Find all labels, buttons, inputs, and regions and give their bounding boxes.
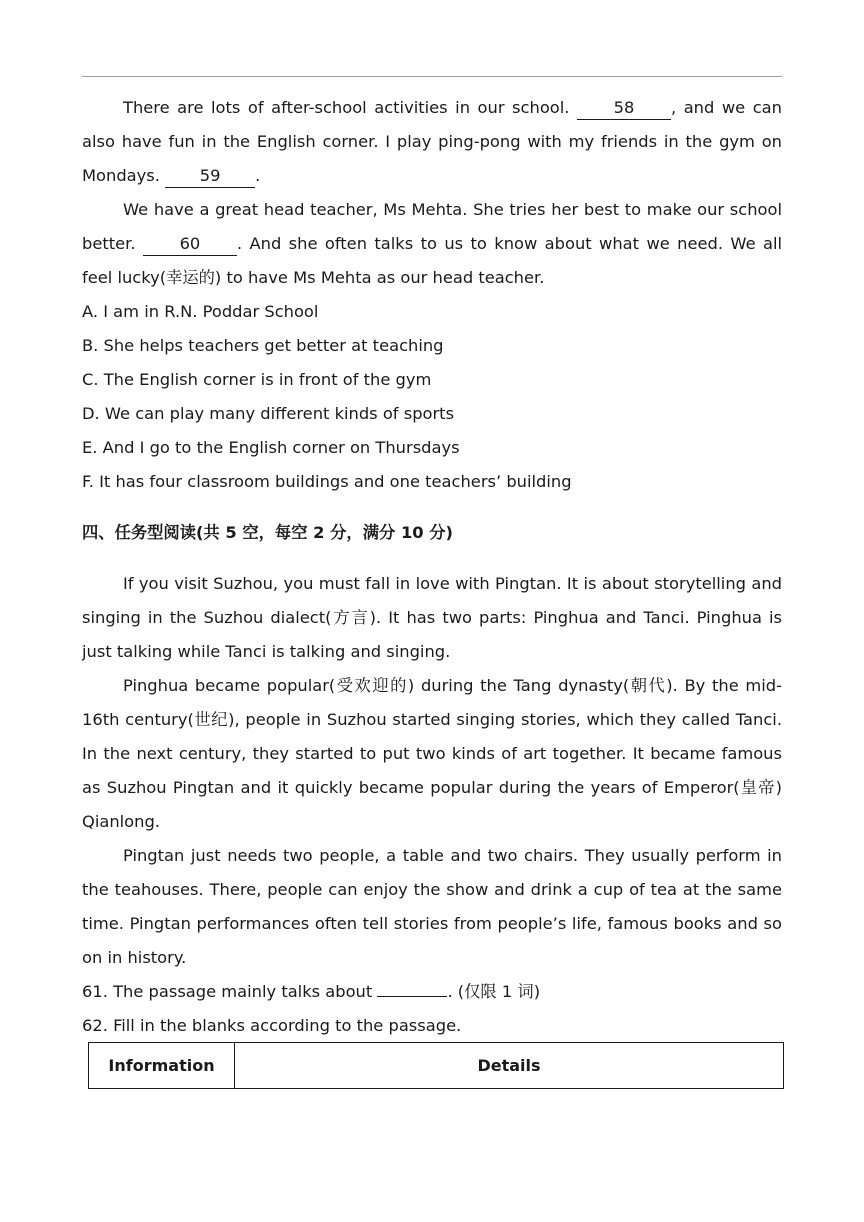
option-e: E. And I go to the English corner on Thursdays xyxy=(82,438,460,457)
text-segment: There are lots of after-school activities in our school. xyxy=(123,98,570,117)
option-d: D. We can play many different kinds of sports xyxy=(82,404,455,423)
info-table xyxy=(88,1042,784,1089)
option-c: C. The English corner is in front of the gym xyxy=(82,370,432,389)
question-text: 61. The passage mainly talks about xyxy=(82,982,373,1001)
table-header-details: Details xyxy=(235,1043,784,1089)
question-61 xyxy=(82,975,782,1009)
paragraph-pingtan-history: Pinghua became popular(受欢迎的) during the Tang dynasty(朝代). By the mid-16th century(世纪), people in Suzhou started singing stories, which they called Tanci. In the next century, they started to put two kinds of art together. It became famous as Suzhou Pingtan and it quickly became popular during the years of Emperor(皇帝) Qianlong. xyxy=(82,676,782,831)
question-62: 62. Fill in the blanks according to the passage. xyxy=(82,1016,462,1035)
section-heading: 四、任务型阅读(共 5 空，每空 2 分，满分 10 分) xyxy=(82,523,453,542)
table-header-row xyxy=(89,1043,784,1089)
paragraph-pingtan-intro: If you visit Suzhou, you must fall in love with Pingtan. It is about storytelling and singing in the Suzhou dialect(方言). It has two parts: Pinghua and Tanci. Pinghua is just talking while Tanci is talking and singing. xyxy=(82,574,782,661)
option-b: B. She helps teachers get better at teaching xyxy=(82,336,444,355)
blank-58: 58 xyxy=(577,97,671,120)
blank-60: 60 xyxy=(143,233,237,256)
text-segment: . xyxy=(255,166,261,185)
blank-59: 59 xyxy=(165,165,255,188)
header-rule xyxy=(82,76,782,77)
paragraph-head-teacher xyxy=(82,193,782,295)
option-f: F. It has four classroom buildings and one teachers’ building xyxy=(82,472,572,491)
text-segment: . And she often talks to us to know about what we need. We all feel lucky(幸运的) to have Ms Mehta as our head teacher. xyxy=(82,234,782,287)
paragraph-pingtan-performance: Pingtan just needs two people, a table and two chairs. They usually perform in the teahouses. There, people can enjoy the show and drink a cup of tea at the same time. Pingtan performances often tell stories from people’s life, famous books and so on in history. xyxy=(82,846,782,967)
text-segment: We have a great head teacher, Ms Mehta. She tries her best to make our school better. xyxy=(82,200,782,253)
options-list xyxy=(82,295,782,499)
document-body xyxy=(82,91,782,1043)
text-segment: , and we can also have fun in the English corner. I play ping-pong with my friends in the gym on Mondays. xyxy=(82,98,782,185)
option-a: A. I am in R.N. Poddar School xyxy=(82,302,319,321)
answer-blank-61 xyxy=(377,996,447,997)
paragraph-activities xyxy=(82,91,782,193)
question-text: . (仅限 1 词) xyxy=(447,982,541,1001)
table-header-information: Information xyxy=(89,1043,235,1089)
